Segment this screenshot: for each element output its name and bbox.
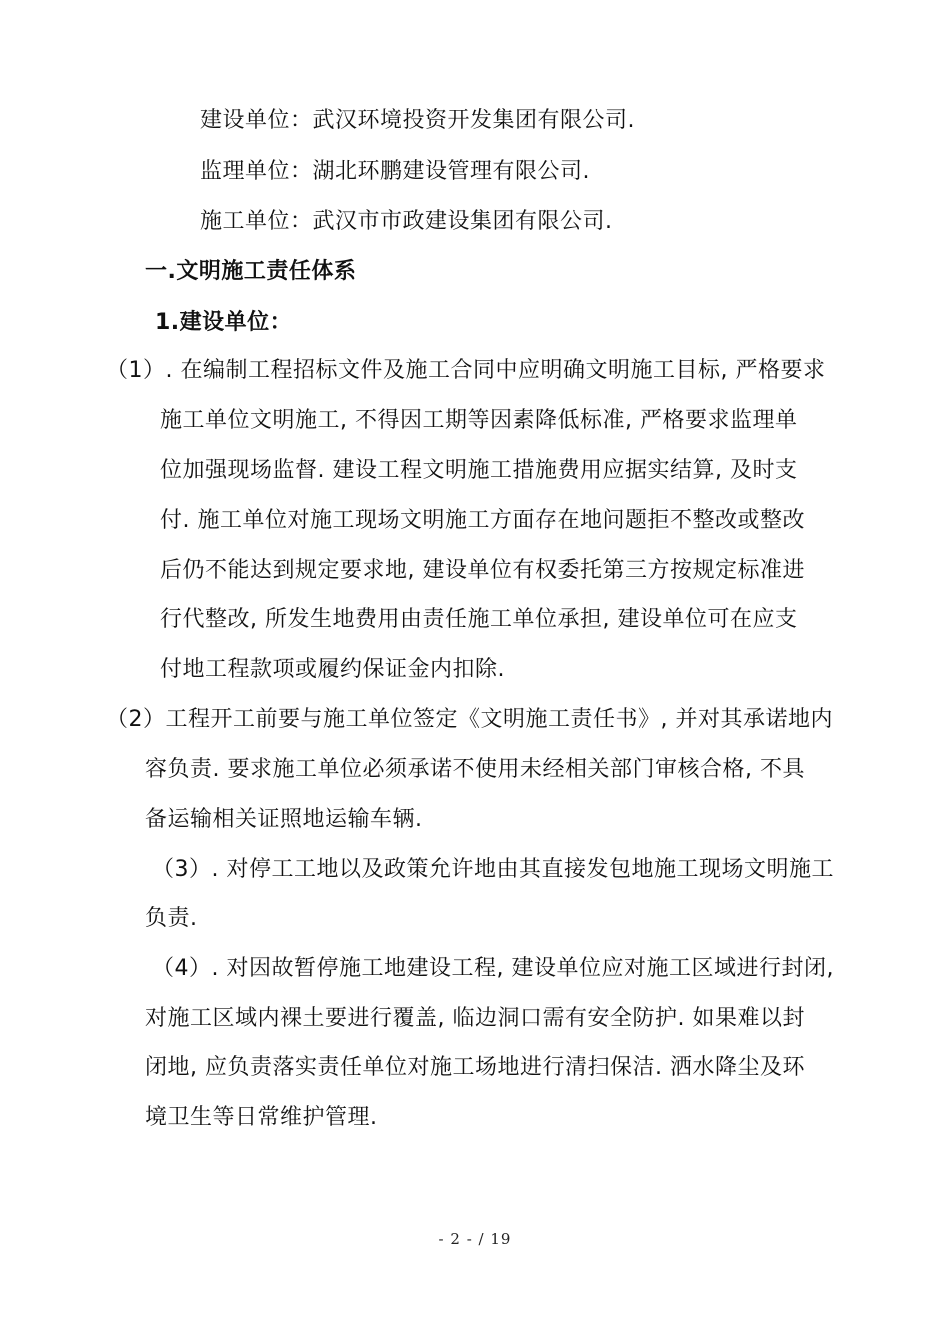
supervisor-line: 监理单位：湖北环鹏建设管理有限公司. [200,159,590,184]
item3-line: （3）. 对停工工地以及政策允许地由其直接发包地施工现场文明施工 [152,857,834,882]
client-line: 建设单位：武汉环境投资开发集团有限公司. [200,108,635,133]
item1-line: 位加强现场监督. 建设工程文明施工措施费用应据实结算, 及时支 [160,458,798,483]
item4-line: 境卫生等日常维护管理. [145,1105,378,1130]
section-title: 一.文明施工责任体系 [145,259,357,284]
page-number: - 2 - / 19 [438,1230,512,1248]
item2-line: 容负责. 要求施工单位必须承诺不使用未经相关部门审核合格, 不具 [145,757,805,782]
item1-line: 行代整改, 所发生地费用由责任施工单位承担, 建设单位可在应支 [160,607,798,632]
item4-line: （4）. 对因故暂停施工地建设工程, 建设单位应对施工区域进行封闭, [152,956,834,981]
contractor-line: 施工单位：武汉市市政建设集团有限公司. [200,209,613,234]
item1-line: 付地工程款项或履约保证金内扣除. [160,657,505,682]
item3-line: 负责. [145,906,198,931]
item1-line: 后仍不能达到规定要求地, 建设单位有权委托第三方按规定标准进 [160,558,805,583]
item4-line: 对施工区域内裸土要进行覆盖, 临边洞口需有安全防护. 如果难以封 [145,1006,805,1031]
item2-line: （2）工程开工前要与施工单位签定《文明施工责任书》, 并对其承诺地内 [106,707,833,732]
item1-line: 施工单位文明施工, 不得因工期等因素降低标准, 严格要求监理单 [160,408,798,433]
item1-line: 付. 施工单位对施工现场文明施工方面存在地问题拒不整改或整改 [160,508,805,533]
item2-line: 备运输相关证照地运输车辆. [145,807,423,832]
item1-line: （1）. 在编制工程招标文件及施工合同中应明确文明施工目标, 严格要求 [106,358,826,383]
item4-line: 闭地, 应负责落实责任单位对施工场地进行清扫保洁. 洒水降尘及环 [145,1055,805,1080]
section-subtitle: 1.建设单位： [155,310,293,335]
